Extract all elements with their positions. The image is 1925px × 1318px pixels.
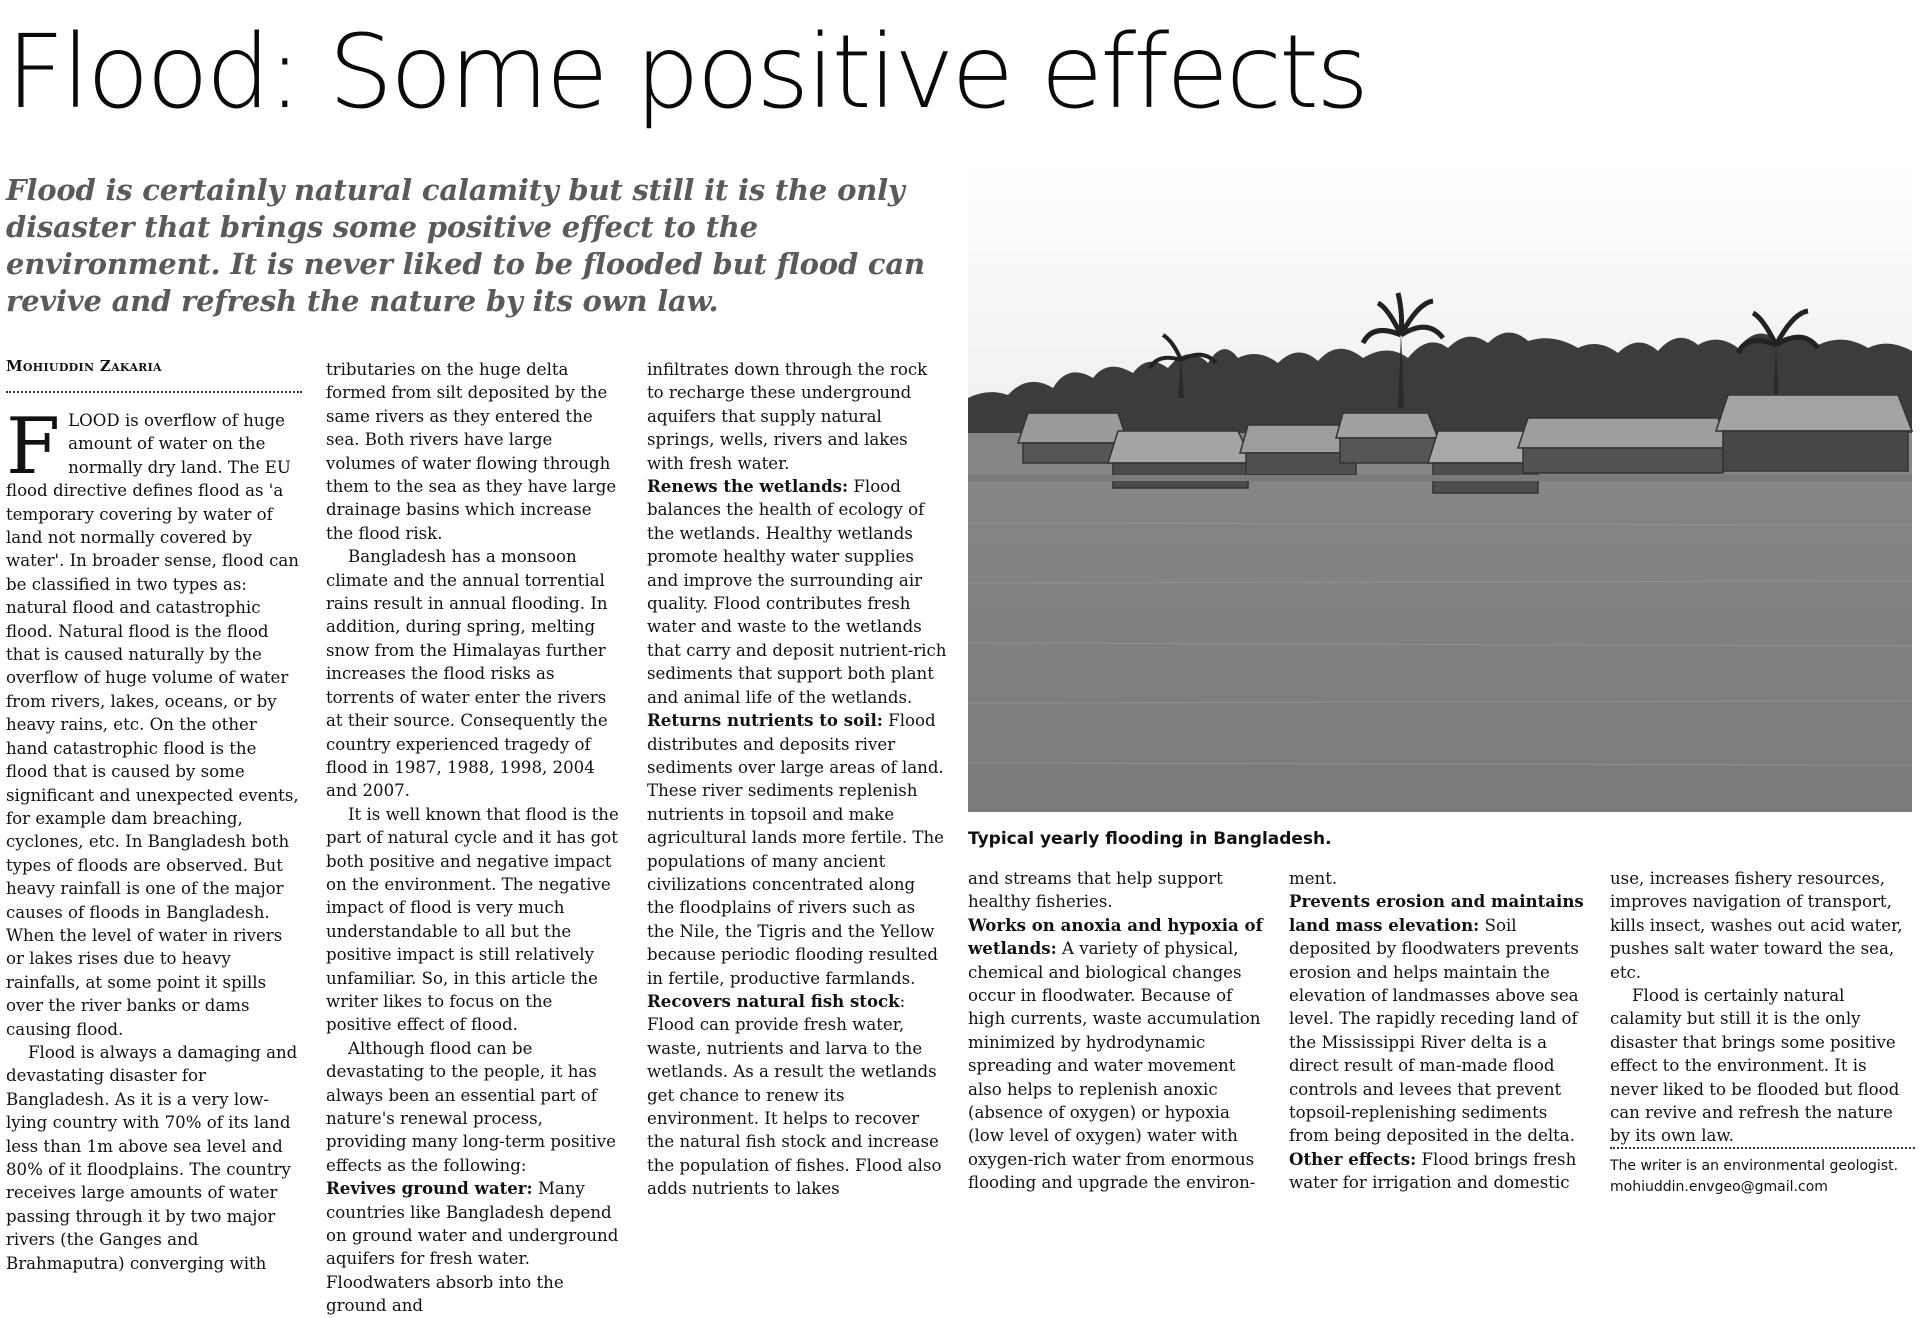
subhead-prevents-erosion: Prevents erosion and maintains land mass elevation:: [1289, 891, 1584, 935]
byline: Mohiuddin Zakaria: [6, 357, 162, 375]
col5-p3-text: Flood brings fresh water for irrigation and domestic: [1289, 1149, 1577, 1193]
lead-in: LOOD: [68, 411, 120, 430]
col2-paragraph-4: Although flood can be devastating to the people, it has always been an essential part of nature's renewal process, providing many long-term positive effects as the following:: [326, 1038, 616, 1175]
col3-paragraph-2: [647, 475, 947, 709]
col2-p5-text: Many countries like Bangladesh depend on ground water and underground aquifers for fresh water. Floodwaters absorb into the ground and: [326, 1179, 619, 1316]
article-column-4: [968, 867, 1268, 1207]
col5-paragraph-2: [1289, 890, 1589, 1147]
col1-paragraph-1: [6, 402, 302, 1041]
col3-p2-text: Flood balances the health of ecology of the wetlands. Healthy wetlands promote healthy water supplies and improve the surrounding air quality. Flood contributes fresh water and waste to the wetlands that carry and deposit nutrient-rich sediments that support both plant and animal life of the wetlands.: [647, 477, 947, 707]
article-column-6: [1610, 867, 1915, 1146]
col3-paragraph-3: [647, 709, 947, 990]
col5-paragraph-3: [1289, 1148, 1589, 1195]
bio-divider: [1610, 1147, 1915, 1149]
writer-bio: [1610, 1156, 1920, 1198]
article-column-5: [1289, 867, 1589, 1207]
flood-photo: [968, 163, 1912, 812]
subhead-other-effects: Other effects:: [1289, 1148, 1417, 1169]
article-column-2: [326, 358, 622, 1316]
col1-paragraph-2: Flood is always a damaging and devastating disaster for Bangladesh. As it is a very low-lying country with 70% of its land less than 1m above sea level and 80% of it floodplains. The country receives large amounts of water passing through it by two major rivers (the Ganges and Brahmaputra) converging with: [6, 1042, 298, 1273]
col6-paragraph-2: Flood is certainly natural calamity but still it is the only disaster that brings some positive effect to the environment. It is never liked to be flooded but flood can revive and refresh the nature by its own law.: [1610, 986, 1900, 1146]
subhead-recovers-fish-stock: Recovers natural fish stock: [647, 990, 900, 1011]
col4-p2-text: A variety of physical, chemical and biological changes occur in floodwater. Because of high currents, waste accumulation minimized by hydrodynamic spreading and water movement also helps to replenish anoxic (absence of oxygen) or hypoxia (low level of oxygen) water with oxygen-rich water from enormous flooding and upgrade the environ-: [968, 939, 1261, 1193]
col6-paragraph-1: use, increases fishery resources, improves navigation of transport, kills insect, washes out acid water, pushes salt water toward the sea, etc.: [1610, 869, 1903, 982]
col4-paragraph-1: and streams that help support healthy fisheries.: [968, 869, 1223, 912]
subhead-returns-nutrients: Returns nutrients to soil:: [647, 710, 883, 731]
flood-photo-image: [968, 163, 1912, 812]
col2-paragraph-3: It is well known that flood is the part of natural cycle and it has got both positive and negative impact on the environment. The negative impact of flood is very much understandable to all but the positive impact is still relatively unfamiliar. So, in this article the writer likes to focus on the positive effect of flood.: [326, 804, 619, 1035]
article-column-1: [6, 402, 302, 1273]
col5-p2-text: Soil deposited by floodwaters prevents erosion and helps maintain the elevation of landmasses above sea level. The rapidly receding land of the Mississippi River delta is a direct result of man-made flood controls and levees that prevent topsoil-replenishing sediments from being deposited in the delta.: [1289, 915, 1579, 1146]
subhead-anoxia-hypoxia: Works on anoxia and hypoxia of wetlands:: [968, 914, 1263, 959]
col1-p1-text: is overflow of huge amount of water on the normally dry land. The EU flood directive defines flood as 'a temporary covering by water of land not normally covered by water'. In broader sense, flood can be classified in two types as: natural flood and catastrophic flood. Natural flood is the flood that is caused naturally by the overflow of huge volume of water from rivers, lakes, oceans, or by heavy rains, etc. On the other hand catastrophic flood is the flood that is caused by some significant and unexpected events, for example dam breaching, cyclones, etc. In Bangladesh both types of floods are observed. But heavy rainfall is one of the major causes of floods in Bangladesh. When the level of water in rivers or lakes rises due to heavy rainfalls, at some point it spills over the river banks or dams causing flood.: [6, 411, 299, 1039]
article-deck: Flood is certainly natural calamity but still it is the only disaster that brings some positive effect to the environment. It is never liked to be flooded but flood can revive and refresh the nature by its own law.: [6, 173, 925, 318]
col3-paragraph-1: infiltrates down through the rock to recharge these underground aquifers that supply natural springs, wells, rivers and lakes with fresh water.: [647, 360, 928, 473]
col5-paragraph-1: ment.: [1289, 869, 1338, 888]
col4-paragraph-2: [968, 914, 1268, 1195]
writer-email[interactable]: mohiuddin.envgeo@gmail.com: [1610, 1179, 1828, 1195]
article-column-3: [647, 358, 947, 1206]
col2-paragraph-5: [326, 1177, 622, 1317]
col2-paragraph-1: tributaries on the huge delta formed from silt deposited by the same rivers as they entered the sea. Both rivers have large volumes of water flowing through them to the sea as they have large drainage basins which increase the flood risk.: [326, 360, 617, 543]
col3-p3-text: Flood distributes and deposits river sediments over large areas of land. These river sediments replenish nutrients in topsoil and make agricultural lands more fertile. The populations of many ancient civilizations concentrated along the floodplains of rivers such as the Nile, the Tigris and the Yellow because periodic flooding resulted in fertile, productive farmlands.: [647, 711, 944, 988]
headline: Flood: Some positive effects: [6, 13, 1367, 132]
subhead-renews-wetlands: Renews the wetlands:: [647, 476, 849, 497]
photo-caption: Typical yearly flooding in Bangladesh.: [968, 829, 1332, 849]
dropcap: F: [6, 402, 61, 492]
col3-paragraph-4: [647, 990, 947, 1201]
writer-bio-line: The writer is an environmental geologist.: [1610, 1158, 1899, 1174]
col3-p4-text: : Flood can provide fresh water, waste, nutrients and larva to the wetlands. As a result the wetlands get chance to renew its environment. It helps to recover the natural fish stock and increase the population of fishes. Flood also adds nutrients to lakes: [647, 991, 942, 1199]
byline-divider: [6, 391, 302, 393]
subhead-revives-ground-water: Revives ground water:: [326, 1178, 533, 1199]
col2-paragraph-2: Bangladesh has a monsoon climate and the annual torrential rains result in annual flooding. In addition, during spring, melting snow from the Himalayas further increases the flood risks as torrents of water enter the rivers at their source. Consequently the country experienced tragedy of flood in 1987, 1988, 1998, 2004 and 2007.: [326, 547, 608, 801]
